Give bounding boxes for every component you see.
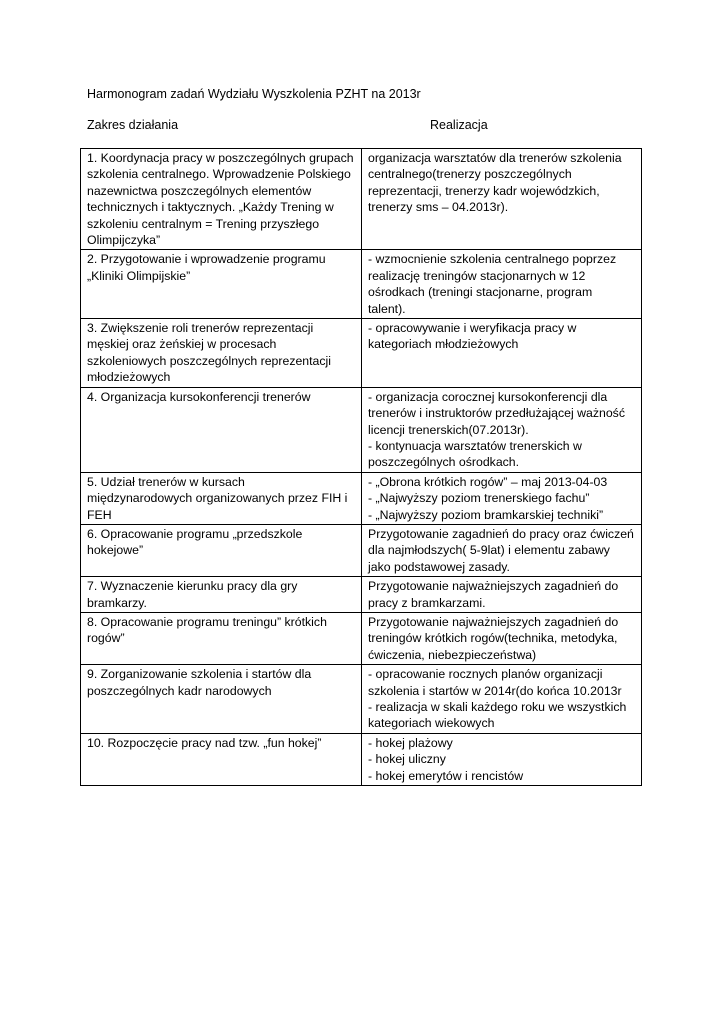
cell-text-line: 7. Wyznaczenie kierunku pracy dla gry <box>87 579 298 594</box>
cell-text-line: szkoleniu centralnym = Trening przyszłego <box>87 216 320 231</box>
cell-text-line: - opracowanie rocznych planów organizacji <box>368 667 603 682</box>
table-row <box>81 524 642 576</box>
realization-cell <box>362 250 642 319</box>
cell-text-line: hokejowe” <box>87 543 144 558</box>
table-row <box>81 319 642 388</box>
cell-text-line: jako podstawowej zasady. <box>368 559 510 574</box>
cell-text-line: pracy z bramkarzami. <box>368 595 486 610</box>
cell-text-line: szkolenia centralnego. Wprowadzenie Polskiego <box>87 167 351 182</box>
cell-text-line: reprezentacji, trenerzy kadr wojewódzkich, <box>368 183 600 198</box>
scope-cell <box>81 665 362 734</box>
scope-cell <box>81 524 362 576</box>
cell-text-line: ośrodkach (treningi stacjonarne, program <box>368 285 593 300</box>
cell-text-line: bramkarzy. <box>87 595 147 610</box>
column-header-scope: Zakres działania <box>87 118 179 132</box>
cell-text-line: 6. Opracowanie programu „przedszkole <box>87 526 303 541</box>
cell-text-line: męskiej oraz żeńskiej w procesach <box>87 337 277 352</box>
scope-cell <box>81 733 362 785</box>
cell-text-line: dla najmłodszych( 5-9lat) i elementu zabawy <box>368 543 610 558</box>
page-title: Harmonogram zadań Wydziału Wyszkolenia PZHT na 2013r <box>87 87 421 101</box>
cell-text-line: - kontynuacja warsztatów trenerskich w <box>368 438 582 453</box>
cell-text-line: 8. Opracowanie programu treningu” krótkich <box>87 614 327 629</box>
cell-text-line: 5. Udział trenerów w kursach <box>87 474 245 489</box>
table-row <box>81 612 642 664</box>
table-row <box>81 250 642 319</box>
cell-text-line: centralnego(trenerzy poszczególnych <box>368 167 572 182</box>
realization-cell <box>362 733 642 785</box>
realization-cell <box>362 149 642 250</box>
cell-text-line: - „Najwyższy poziom bramkarskiej techniki” <box>368 507 604 522</box>
cell-text-line: - organizacja corocznej kursokonferencji dla <box>368 389 608 404</box>
table-row <box>81 665 642 734</box>
cell-text-line: międzynarodowych organizowanych przez FIH i <box>87 491 348 506</box>
cell-text-line: rogów” <box>87 631 125 646</box>
cell-text-line: trenerzy sms – 04.2013r). <box>368 200 509 215</box>
scope-cell <box>81 612 362 664</box>
cell-text-line: 3. Zwiększenie roli trenerów reprezentacji <box>87 321 314 336</box>
cell-text-line: FEH <box>87 507 112 522</box>
cell-text-line: - realizacja w skali każdego roku we wszystkich <box>368 700 627 714</box>
cell-text-line: Przygotowanie najważniejszych zagadnień do <box>368 614 619 629</box>
realization-cell <box>362 577 642 613</box>
table-row <box>81 387 642 472</box>
table-row <box>81 149 642 250</box>
cell-text-line: organizacja warsztatów dla trenerów szkolenia <box>368 151 622 165</box>
cell-text-line: 9. Zorganizowanie szkolenia i startów dla <box>87 667 312 682</box>
scope-cell <box>81 387 362 472</box>
cell-text-line: - hokej plażowy <box>368 735 453 750</box>
cell-text-line: ćwiczenia, niebezpieczeństwa) <box>368 647 537 662</box>
realization-cell <box>362 612 642 664</box>
schedule-table <box>80 148 642 786</box>
cell-text-line: technicznych i taktycznych. „Każdy Trening w <box>87 200 334 215</box>
cell-text-line: poszczególnych ośrodkach. <box>368 455 520 470</box>
scope-cell <box>81 250 362 319</box>
cell-text-line: poszczególnych kadr narodowych <box>87 683 272 698</box>
table-row <box>81 577 642 613</box>
cell-text-line: 10. Rozpoczęcie pracy nad tzw. „fun hokej” <box>87 735 322 750</box>
table-row <box>81 472 642 524</box>
cell-text-line: - hokej emerytów i rencistów <box>368 768 524 783</box>
table-row <box>81 733 642 785</box>
schedule-table-body <box>81 149 642 786</box>
cell-text-line: licencji trenerskich(07.2013r). <box>368 422 529 437</box>
cell-text-line: kategoriach młodzieżowych <box>368 337 519 352</box>
cell-text-line: 2. Przygotowanie i wprowadzenie programu <box>87 252 326 267</box>
cell-text-line: - wzmocnienie szkolenia centralnego poprzez <box>368 252 617 267</box>
cell-text-line: Przygotowanie zagadnień do pracy oraz ćwiczeń <box>368 526 634 541</box>
scope-cell <box>81 472 362 524</box>
cell-text-line: - „Obrona krótkich rogów” – maj 2013-04-03 <box>368 474 608 489</box>
cell-text-line: - hokej uliczny <box>368 752 446 767</box>
cell-text-line: Olimpijczyka” <box>87 233 161 248</box>
cell-text-line: - „Najwyższy poziom trenerskiego fachu” <box>368 491 590 506</box>
cell-text-line: nazewnictwa poszczególnych elementów <box>87 183 312 198</box>
column-header-realization: Realizacja <box>430 118 488 132</box>
cell-text-line: - opracowywanie i weryfikacja pracy w <box>368 321 577 336</box>
cell-text-line: młodzieżowych <box>87 370 171 385</box>
cell-text-line: Przygotowanie najważniejszych zagadnień do <box>368 579 619 594</box>
cell-text-line: 4. Organizacja kursokonferencji trenerów <box>87 389 311 404</box>
cell-text-line: treningów krótkich rogów(technika, metodyka, <box>368 631 618 646</box>
realization-cell <box>362 387 642 472</box>
scope-cell <box>81 319 362 388</box>
realization-cell <box>362 665 642 734</box>
realization-cell <box>362 524 642 576</box>
cell-text-line: 1. Koordynacja pracy w poszczególnych grupach <box>87 151 354 165</box>
cell-text-line: talent). <box>368 301 406 316</box>
realization-cell <box>362 472 642 524</box>
cell-text-line: szkolenia i startów w 2014r(do końca 10.2013r <box>368 683 622 698</box>
cell-text-line: realizację treningów stacjonarnych w 12 <box>368 268 586 283</box>
cell-text-line: szkoleniowych poszczególnych reprezentacji <box>87 353 332 368</box>
scope-cell <box>81 577 362 613</box>
realization-cell <box>362 319 642 388</box>
cell-text-line: kategoriach wiekowych <box>368 716 495 731</box>
scope-cell <box>81 149 362 250</box>
cell-text-line: „Kliniki Olimpijskie” <box>87 268 191 283</box>
cell-text-line: trenerów i instruktorów przedłużającej ważność <box>368 406 625 421</box>
